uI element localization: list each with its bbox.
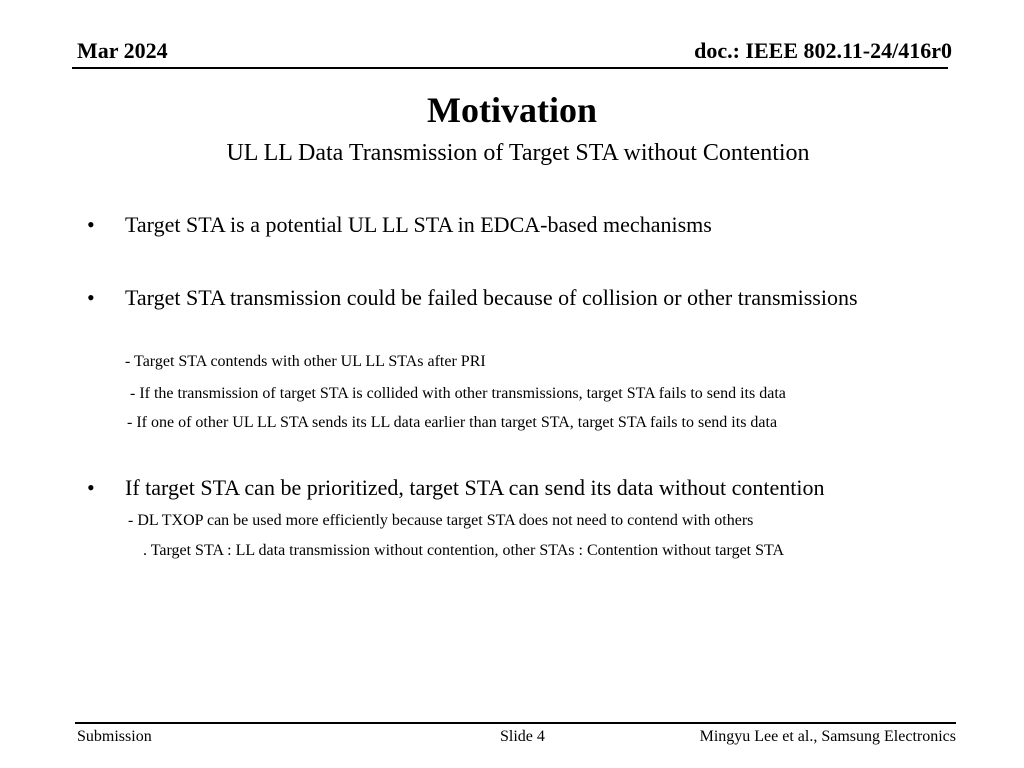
bullet-marker: • [87,285,95,310]
footer-divider [75,722,956,724]
slide-title: Motivation [427,90,597,130]
sub-point: - If the transmission of target STA is collided with other transmissions, target STA fails to send its data [130,385,786,402]
header-date: Mar 2024 [77,38,168,63]
sub-point: - Target STA contends with other UL LL STAs after PRI [125,353,486,370]
bullet-marker: • [87,212,95,237]
bullet-marker: • [87,475,95,500]
footer-submission: Submission [77,728,152,745]
bullet-text: If target STA can be prioritized, target STA can send its data without contention [125,475,825,500]
slide-subtitle: UL LL Data Transmission of Target STA without Contention [226,140,810,166]
header-doc-id: doc.: IEEE 802.11-24/416r0 [694,38,952,63]
bullet-text: Target STA transmission could be failed because of collision or other transmissions [125,285,858,310]
footer-slide-number: Slide 4 [500,728,545,745]
bullet-text: Target STA is a potential UL LL STA in EDCA-based mechanisms [125,212,712,237]
header-divider [72,67,948,69]
sub-point: - DL TXOP can be used more efficiently because target STA does not need to contend with others [128,512,754,529]
footer-authors: Mingyu Lee et al., Samsung Electronics [699,728,956,745]
sub-point: . Target STA : LL data transmission without contention, other STAs : Contention without target STA [143,542,785,559]
sub-point: - If one of other UL LL STA sends its LL data earlier than target STA, target STA fails to send its data [127,414,778,431]
